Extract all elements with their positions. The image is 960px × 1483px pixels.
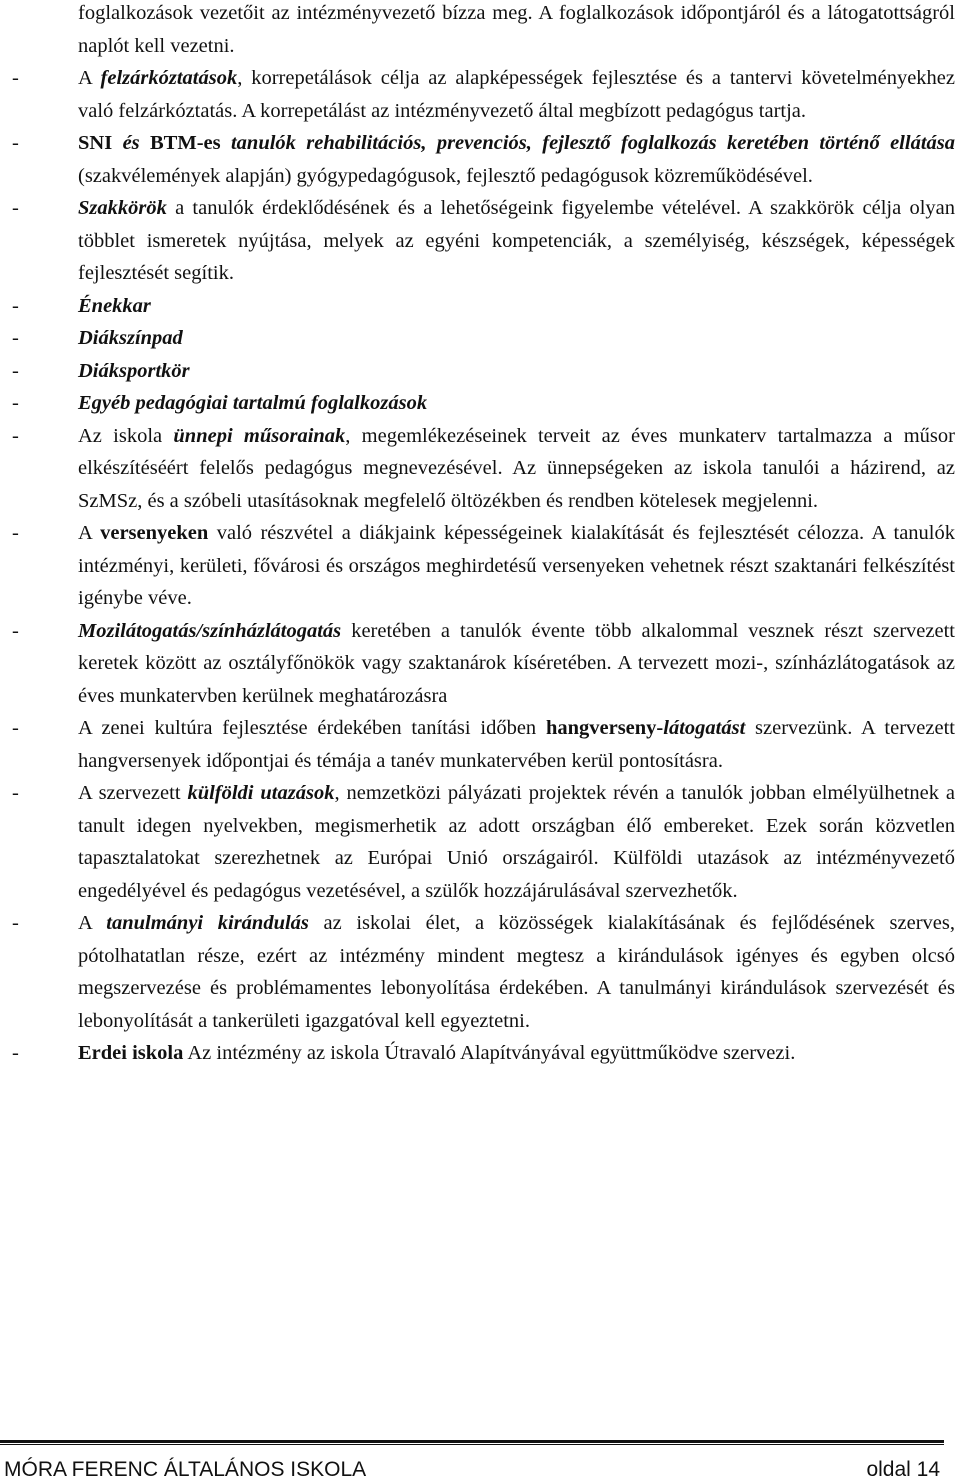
emphasis-text: látogatást [663, 717, 746, 739]
body-text: az iskolai élet, a közösségek kialakításának és fejlődésének szerves, pótolhatatlan része, ezért az intézmény mindent megtesz a kirándulások igényes és egyben olcsó megszervezése és problémamentes lebonyolítása érdekében. A tanulmányi kirándulások szervezését és lebonyolítását a tankerületi igazgatóval kell egyeztetni. [78, 912, 955, 1032]
emphasis-text: és [122, 132, 140, 154]
list-item [12, 517, 955, 615]
list-item [12, 1037, 955, 1070]
body-text: , megemlékezéseinek terveit az éves munkaterv tartalmazza a műsor elkészítéséért felelős pedagógus megnevezésével. Az ünnepségeken az iskola tanulói a házirend, az SzMSz, és a szóbeli utasításoknak megfelelő öltözékben és rendben kötelesek megjelenni. [78, 424, 955, 512]
list-item [12, 615, 955, 713]
list-dash-marker: - [12, 717, 19, 739]
list-item [12, 387, 955, 420]
list-item [12, 420, 955, 518]
emphasis-text: Mozilátogatás/színházlátogatás [78, 619, 342, 642]
emphasis-text: versenyeken [100, 522, 209, 544]
body-text: (szakvélemények alapján) gyógypedagógusok, fejlesztő pedagógusok közreműködésével. [78, 164, 813, 187]
body-text: keretében a tanulók évente több alkalommal vesznek részt szervezett keretek között az osztályfőnökök vagy szaktanárok kíséretében. A tervezett mozi-, színházlátogatások az éves munkatervben kerülnek meghatározásra [78, 619, 955, 707]
body-text: A [78, 67, 101, 89]
emphasis-text: felzárkóztatások [100, 67, 238, 89]
paragraph [78, 0, 955, 62]
list-dash-marker: - [12, 359, 19, 382]
emphasis-text: Diákszínpad [78, 327, 183, 349]
list-dash-marker: - [12, 782, 19, 804]
emphasis-text: SNI [78, 132, 123, 154]
body-text: Az iskola [78, 424, 174, 447]
list-item [12, 777, 955, 907]
body-text: , korrepetálások célja az alapképességek fejlesztése és a tantervi követelményekhez való felzárkóztatás. A korrepetálást az intézményvezető által megbízott pedagógus tartja. [78, 67, 955, 122]
list-dash-marker: - [12, 619, 19, 642]
list-dash-marker: - [12, 67, 19, 89]
list-item [12, 355, 955, 388]
list-dash-marker: - [12, 392, 19, 414]
emphasis-text: Énekkar [78, 294, 151, 317]
emphasis-text: Egyéb pedagógiai tartalmú foglalkozások [78, 392, 428, 414]
list-item [12, 290, 955, 323]
body-text: való részvétel a diákjaink képességeinek kialakítását és fejlesztését célozza. A tanulók intézményi, kerületi, fővárosi és országos meghirdetésű versenyeken vehetnek részt szaktanári felkészítést igénybe véve. [78, 522, 955, 609]
body-text: szervezünk. A tervezett hangversenyek időpontjai és témája a tanév munkatervében kerül pontosításra. [78, 717, 955, 772]
body-text: Az intézmény az iskola Útravaló Alapítványával együttműködve szervezi. [183, 1042, 796, 1064]
list-dash-marker: - [12, 424, 19, 447]
list-item [12, 127, 955, 192]
list-item [12, 322, 955, 355]
list-item [12, 907, 955, 1037]
document-body [12, 0, 955, 1070]
footer-divider [0, 1440, 944, 1445]
body-text: foglalkozások vezetőit az intézményvezető bízza meg. A foglalkozások időpontjáról és a látogatottságról naplót kell vezetni. [78, 2, 955, 57]
list-dash-marker: - [12, 522, 19, 544]
list-item [12, 712, 955, 777]
emphasis-text: Diáksportkör [78, 359, 190, 382]
emphasis-text: ünnepi műsorainak [173, 424, 346, 447]
emphasis-text: tanulók rehabilitációs, prevenciós, fejlesztő foglalkozás keretében történő ellátása [230, 132, 955, 154]
body-text: a tanulók érdeklődésének és a lehetőségeink figyelembe vételével. A szakkörök célja olyan többlet ismeretek nyújtása, melyek az egyéni kompetenciák, a személyiség, készségek, képességek fejlesztését segítik. [78, 197, 955, 284]
emphasis-text: külföldi utazások [187, 782, 335, 804]
list-item [12, 192, 955, 290]
list-dash-marker: - [12, 294, 19, 317]
emphasis-text: Erdei iskola [78, 1042, 184, 1064]
list-dash-marker: - [12, 327, 19, 349]
emphasis-text: Szakkörök [78, 197, 167, 219]
footer-page-number: oldal 14 [866, 1458, 940, 1481]
body-text: A [78, 912, 107, 934]
list-dash-marker: - [12, 197, 19, 219]
body-text: A zenei kultúra fejlesztése érdekében tanítási időben [78, 717, 546, 739]
footer-school-name: MÓRA FERENC ÁLTALÁNOS ISKOLA [4, 1458, 367, 1481]
list-item [12, 62, 955, 127]
list-dash-marker: - [12, 912, 19, 934]
body-text: A szervezett [78, 782, 188, 804]
emphasis-text: BTM-es [139, 132, 231, 154]
emphasis-text: tanulmányi kirándulás [106, 912, 309, 934]
list-dash-marker: - [12, 1042, 19, 1064]
list-dash-marker: - [12, 132, 19, 154]
emphasis-text: hangverseny- [545, 717, 664, 739]
body-text: , nemzetközi pályázati projektek révén a tanulók jobban elmélyülhetnek a tanult idegen nyelvekben, megismerhetik az adott országban élő embereket. Ezek során közvetlen tapasztalatokat szerezhetnek az Európai Unió országairól. Külföldi utazások az intézményvezető engedélyével és pedagógus vezetésével, a szülők hozzájárulásával szervezhetők. [78, 782, 955, 902]
body-text: A [78, 522, 101, 544]
